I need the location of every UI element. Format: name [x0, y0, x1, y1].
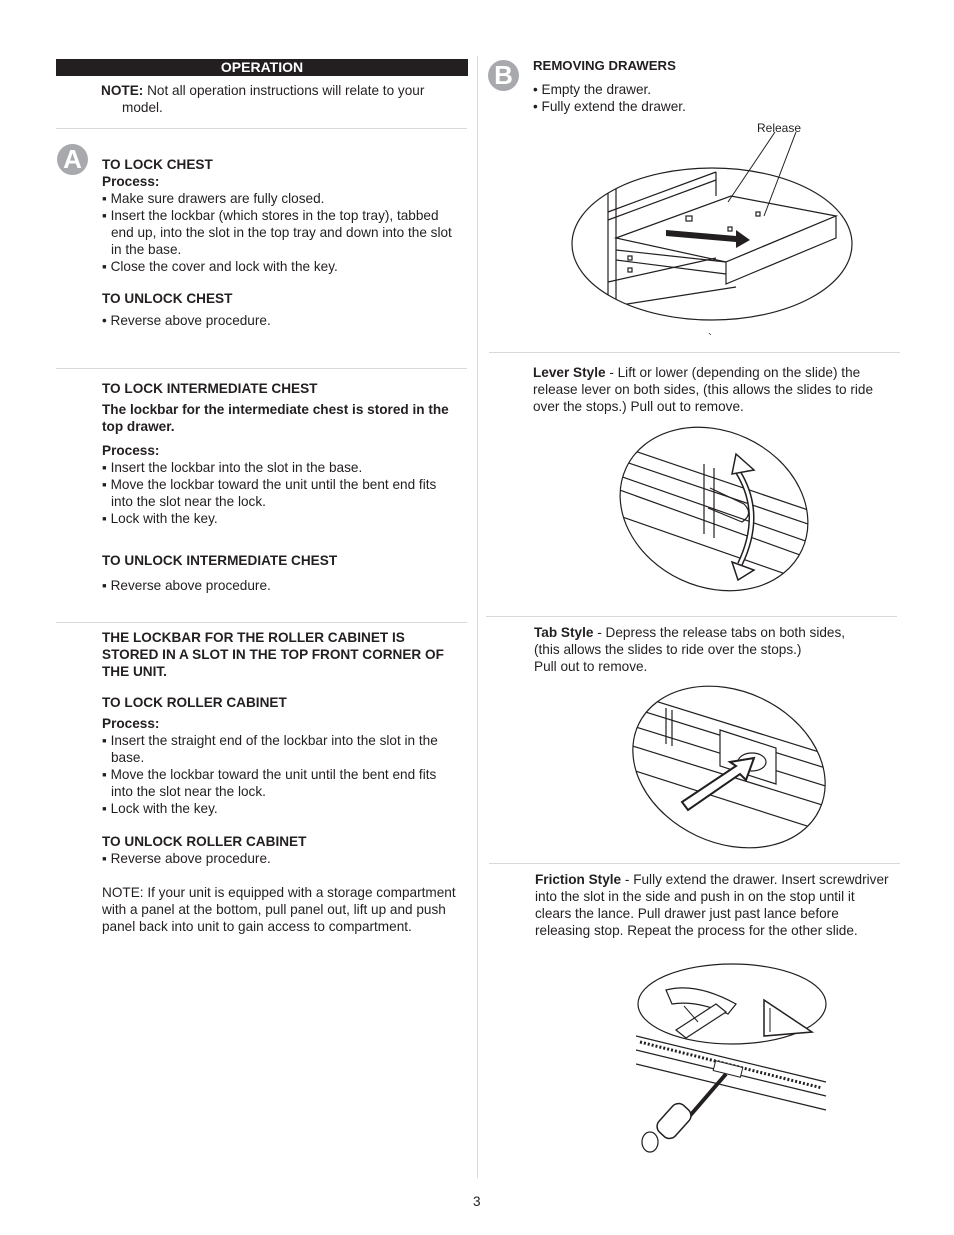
unlock-roller-text: ▪ Reverse above procedure.	[102, 851, 271, 866]
note-text: Not all operation instructions will relate to your	[143, 83, 425, 98]
list-item: ▪ Lock with the key.	[102, 511, 218, 526]
divider	[486, 616, 897, 617]
list-item: • Fully extend the drawer.	[533, 99, 686, 114]
list-item: ▪ Close the cover and lock with the key.	[102, 259, 338, 274]
tick-mark: `	[708, 331, 712, 345]
drawer-release-illustration	[566, 132, 858, 342]
lever-style-section	[533, 364, 903, 415]
storage-note	[102, 884, 474, 935]
note-text-2: model.	[122, 100, 163, 115]
process-label: Process:	[102, 716, 160, 731]
tab-style-text: Pull out to remove.	[534, 659, 648, 674]
list-item: in the base.	[111, 242, 182, 257]
unlock-intermediate-heading: TO UNLOCK INTERMEDIATE CHEST	[102, 553, 338, 568]
roller-note	[102, 629, 472, 680]
list-item: • Empty the drawer.	[533, 82, 652, 97]
column-divider	[477, 56, 478, 1178]
unlock-intermediate-text: ▪ Reverse above procedure.	[102, 578, 271, 593]
list-item: into the slot near the lock.	[111, 494, 266, 509]
operation-header-bar: OPERATION	[56, 59, 468, 76]
lock-intermediate-section	[102, 380, 472, 527]
roller-note-line: STORED IN A SLOT IN THE TOP FRONT CORNER OF	[102, 647, 444, 662]
lever-style-illustration	[614, 424, 814, 594]
lever-style-label: Lever Style	[533, 365, 606, 380]
lever-style-text: - Lift or lower (depending on the slide) the	[605, 365, 861, 380]
lever-style-text: release lever on both sides, (this allows the slides to ride	[533, 382, 874, 397]
page-number: 3	[473, 1194, 481, 1209]
friction-style-illustration	[636, 960, 836, 1160]
friction-style-text: into the slot in the side and push in on the stop until it	[535, 889, 855, 904]
list-item: ▪ Lock with the key.	[102, 801, 218, 816]
unlock-chest-text: • Reverse above procedure.	[102, 313, 271, 328]
lock-roller-section	[102, 694, 472, 817]
section-a-badge: A	[57, 144, 88, 175]
friction-style-text: releasing stop. Repeat the process for the other slide.	[535, 923, 858, 938]
list-item: ▪ Insert the lockbar (which stores in the top tray), tabbed	[102, 208, 439, 223]
lock-chest-heading: TO LOCK CHEST	[102, 157, 213, 172]
list-item: ▪ Move the lockbar toward the unit until the bent end fits	[102, 767, 437, 782]
removing-drawers-section	[533, 57, 893, 115]
list-item: end up, into the slot in the top tray and down into the slot	[111, 225, 452, 240]
tab-style-label: Tab Style	[534, 625, 594, 640]
divider	[489, 352, 900, 353]
unlock-chest-section	[102, 290, 472, 329]
lock-intermediate-heading: TO LOCK INTERMEDIATE CHEST	[102, 381, 318, 396]
removing-drawers-heading: REMOVING DRAWERS	[533, 58, 676, 73]
roller-note-line: THE LOCKBAR FOR THE ROLLER CABINET IS	[102, 630, 405, 645]
lock-chest-section	[102, 156, 472, 275]
friction-style-text: clears the lance. Pull drawer just past lance before	[535, 906, 839, 921]
tab-style-text: (this allows the slides to ride over the stops.)	[534, 642, 802, 657]
list-item: into the slot near the lock.	[111, 784, 266, 799]
list-item: ▪ Insert the straight end of the lockbar into the slot in the	[102, 733, 438, 748]
intermediate-note-1: The lockbar for the intermediate chest is stored in the	[102, 402, 449, 417]
tab-style-text: - Depress the release tabs on both sides,	[593, 625, 846, 640]
unlock-chest-heading: TO UNLOCK CHEST	[102, 291, 233, 306]
release-label: Release	[757, 121, 802, 135]
divider	[56, 368, 467, 369]
divider	[489, 863, 900, 864]
friction-style-section	[535, 871, 905, 939]
process-label: Process:	[102, 443, 160, 458]
unlock-roller-heading: TO UNLOCK ROLLER CABINET	[102, 834, 307, 849]
storage-note-line: NOTE: If your unit is equipped with a storage compartment	[102, 885, 456, 900]
unlock-intermediate-section	[102, 552, 472, 594]
divider	[56, 128, 467, 129]
storage-note-line: panel back into unit to gain access to compartment.	[102, 919, 412, 934]
list-item: ▪ Move the lockbar toward the unit until the bent end fits	[102, 477, 437, 492]
unlock-roller-section	[102, 833, 472, 867]
process-label: Process:	[102, 174, 160, 189]
friction-style-label: Friction Style	[535, 872, 622, 887]
roller-note-line: THE UNIT.	[102, 664, 167, 679]
storage-note-line: with a panel at the bottom, pull panel out, lift up and push	[102, 902, 446, 917]
operation-note	[101, 82, 471, 116]
lock-roller-heading: TO LOCK ROLLER CABINET	[102, 695, 287, 710]
tab-style-illustration	[626, 684, 832, 850]
intermediate-note-2: top drawer.	[102, 419, 175, 434]
lever-style-text: over the stops.) Pull out to remove.	[533, 399, 744, 414]
section-b-badge: B	[488, 60, 519, 91]
note-label: NOTE:	[101, 83, 144, 98]
tab-style-section	[534, 624, 904, 675]
list-item: ▪ Insert the lockbar into the slot in the base.	[102, 460, 363, 475]
friction-style-text: - Fully extend the drawer. Insert screwdriver	[621, 872, 889, 887]
divider	[56, 622, 467, 623]
list-item: base.	[111, 750, 145, 765]
list-item: ▪ Make sure drawers are fully closed.	[102, 191, 325, 206]
